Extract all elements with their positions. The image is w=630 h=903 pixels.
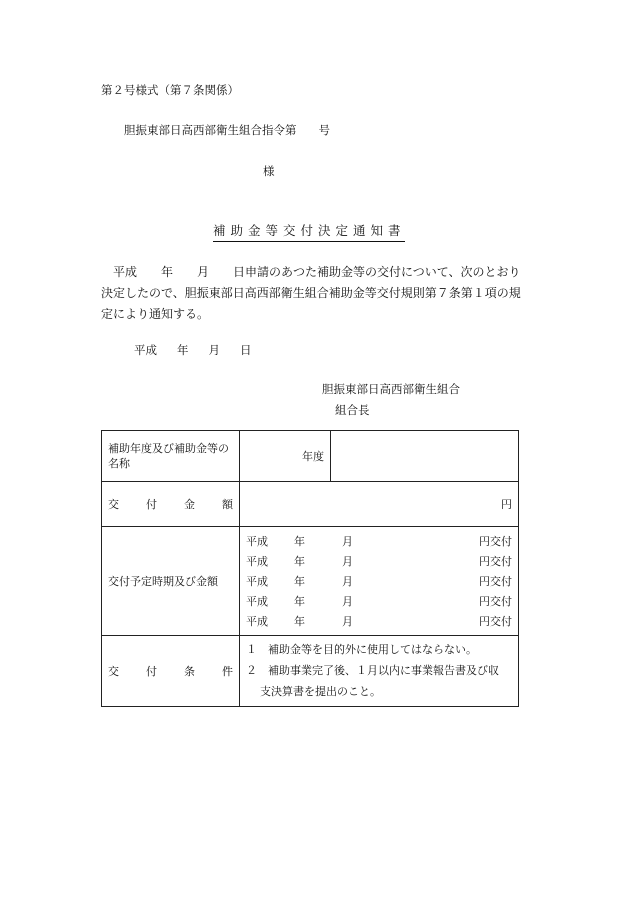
condition-item: １ 補助金等を目的外に使用してはならない。 xyxy=(246,642,477,656)
schedule-line xyxy=(246,571,512,591)
schedule-line xyxy=(246,551,512,571)
grant-name-label: 補助年度及び補助金等の名称 xyxy=(108,442,229,470)
grant-amount-value-cell xyxy=(240,482,519,527)
schedule-line xyxy=(246,611,512,631)
condition-item: ２ 補助事業完了後、１月以内に事業報告書及び収 xyxy=(246,663,499,677)
grant-amount-label-cell xyxy=(102,482,240,527)
label-char: 交 xyxy=(108,665,119,678)
date-day-unit: 日 xyxy=(240,343,252,357)
schedule-value-cell xyxy=(240,527,519,636)
grant-amount-unit: 円 xyxy=(501,498,512,511)
issue-date-line xyxy=(134,342,252,358)
label-char: 付 xyxy=(146,665,157,678)
schedule-month-unit: 月 xyxy=(342,595,353,608)
schedule-year-unit: 年 xyxy=(294,595,305,608)
schedule-line xyxy=(246,531,512,551)
notice-body-paragraph: 平成 年 月 日申請のあつた補助金等の交付について、次のとおり決定したので、胆振東部日高西部衛生組合補助金等交付規則第７条第１項の規定により通知する。 xyxy=(101,265,521,321)
date-era: 平成 xyxy=(134,343,157,357)
designation-suffix: 号 xyxy=(318,123,330,137)
schedule-amount-unit: 円交付 xyxy=(479,615,512,628)
schedule-era: 平成 xyxy=(246,595,268,608)
schedule-amount-unit: 円交付 xyxy=(479,555,512,568)
schedule-line xyxy=(246,591,512,611)
label-char: 金 xyxy=(184,498,195,511)
grant-details-table xyxy=(101,430,519,707)
schedule-year-unit: 年 xyxy=(294,575,305,588)
label-char: 条 xyxy=(184,665,195,678)
grant-name-value-cell xyxy=(331,431,519,482)
date-month-unit: 月 xyxy=(208,343,220,357)
label-char: 件 xyxy=(222,665,233,678)
schedule-label: 交付予定時期及び金額 xyxy=(108,575,218,588)
schedule-month-unit: 月 xyxy=(342,535,353,548)
schedule-era: 平成 xyxy=(246,555,268,568)
date-year-unit: 年 xyxy=(177,343,189,357)
schedule-amount-unit: 円交付 xyxy=(479,535,512,548)
document-title: 補助金等交付決定通知書 xyxy=(213,221,405,242)
designation-number-line xyxy=(124,122,330,138)
schedule-month-unit: 月 xyxy=(342,615,353,628)
schedule-amount-unit: 円交付 xyxy=(479,595,512,608)
fiscal-year-cell xyxy=(240,431,331,482)
issuer-title: 組合長 xyxy=(335,403,370,417)
label-char: 交 xyxy=(108,498,119,511)
table-row-grant-amount xyxy=(102,482,519,527)
schedule-year-unit: 年 xyxy=(294,555,305,568)
schedule-year-unit: 年 xyxy=(294,535,305,548)
label-char: 額 xyxy=(222,498,233,511)
schedule-label-cell xyxy=(102,527,240,636)
label-char: 付 xyxy=(146,498,157,511)
fiscal-year-unit: 年度 xyxy=(302,450,324,463)
table-row-schedule xyxy=(102,527,519,636)
schedule-era: 平成 xyxy=(246,615,268,628)
issuer-organization: 胆振東部日高西部衛生組合 xyxy=(322,382,460,396)
designation-prefix: 胆振東部日高西部衛生組合指令第 xyxy=(124,123,297,137)
form-number: 第２号様式（第７条関係） xyxy=(101,83,239,97)
table-row-grant-name xyxy=(102,431,519,482)
grant-name-label-cell xyxy=(102,431,240,482)
schedule-amount-unit: 円交付 xyxy=(479,575,512,588)
schedule-month-unit: 月 xyxy=(342,575,353,588)
schedule-era: 平成 xyxy=(246,535,268,548)
schedule-year-unit: 年 xyxy=(294,615,305,628)
table-row-conditions xyxy=(102,636,519,707)
grant-amount-label xyxy=(108,496,233,512)
schedule-month-unit: 月 xyxy=(342,555,353,568)
conditions-label-cell xyxy=(102,636,240,707)
conditions-value-cell xyxy=(240,636,519,707)
condition-item-continuation: 支決算書を提出のこと。 xyxy=(260,684,381,698)
conditions-label xyxy=(108,663,233,679)
recipient-honorific: 様 xyxy=(263,164,275,178)
schedule-era: 平成 xyxy=(246,575,268,588)
